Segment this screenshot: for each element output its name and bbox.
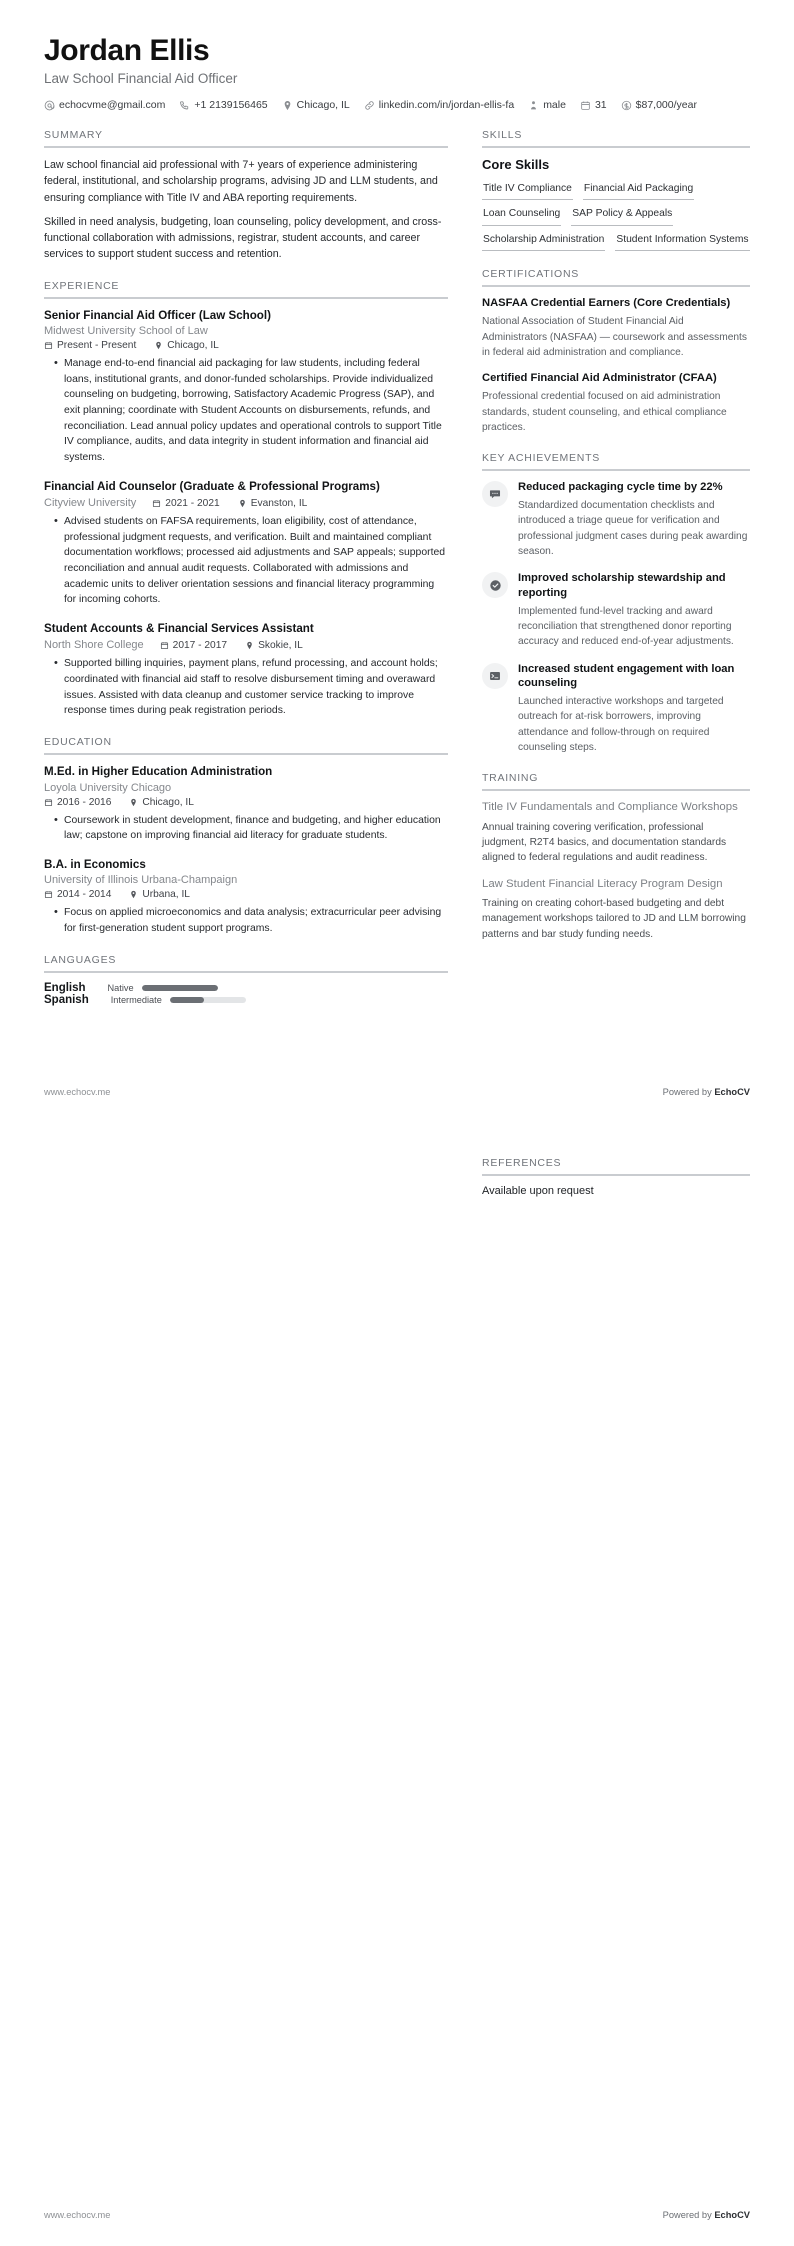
education-school: University of Illinois Urbana-Champaign [44, 874, 238, 887]
achievement-description: Launched interactive workshops and targeted outreach for at-risk borrowers, improving attendance and follow-through on required counseling steps. [518, 696, 724, 753]
certification-name: Certified Financial Aid Administrator (CFAA) [482, 372, 717, 385]
person-icon [528, 100, 539, 111]
experience-location-chip [154, 340, 219, 351]
calendar-icon [580, 100, 591, 111]
section-rule [44, 146, 448, 148]
footer-site-url[interactable]: www.echocv.me [44, 1087, 111, 1097]
language-level: Intermediate [110, 994, 162, 1005]
section-training [482, 772, 750, 942]
bullet-item: • Coursework in student development, finance and budgeting, and higher education law; capstone on improving financial aid literacy for graduate students. [56, 813, 448, 844]
achievement-body [518, 571, 750, 649]
page-footer [44, 2210, 750, 2220]
achievement-description: Implemented fund-level tracking and award reconciliation that strengthened donor reporting accuracy and reduced end-of-year adjustments. [518, 605, 734, 648]
section-title-training: TRAINING [482, 772, 539, 785]
achievement-title: Increased student engagement with loan counseling [518, 662, 735, 690]
section-experience [44, 280, 448, 719]
achievement-badge [482, 481, 508, 507]
contact-bar [44, 99, 750, 111]
experience-location: Evanston, IL [250, 497, 308, 509]
resume-body [44, 129, 750, 1023]
section-title-key-achievements: KEY ACHIEVEMENTS [482, 452, 601, 465]
skill-tag: Student Information Systems [615, 230, 749, 251]
calendar-icon [152, 499, 161, 508]
education-dates: 2014 - 2014 [57, 889, 112, 901]
education-location-chip [129, 889, 190, 900]
experience-entry [44, 308, 448, 466]
bullet-item: • Manage end-to-end financial aid packaging for law students, including federal loans, institutional grants, and donor-funded scholarships. Provide individualized counseling on budgeting, borrowing, Satisfactory Academic Progress (SAP), and exit planning; coordinate with Student Accounts on disbursements, refunds, and reconciliation. Lead annual policy updates and operational controls to support Title IV compliance, audits, and data integrity in student information and financial aid systems. [56, 356, 448, 465]
skill-tag: Financial Aid Packaging [583, 179, 694, 200]
section-title-experience: EXPERIENCE [44, 279, 120, 292]
education-bullets [44, 813, 448, 844]
achievement-description: Standardized documentation checklists and introduced a triage queue for verification and professional judgment cases during peak awarding season. [518, 499, 748, 557]
education-bullets [44, 905, 448, 936]
location-icon [129, 890, 138, 899]
language-proficiency-bar [142, 985, 218, 991]
contact-location [282, 99, 350, 111]
training-title: Law Student Financial Literacy Program Design [482, 877, 723, 890]
certification-item [482, 296, 750, 360]
section-rule [44, 971, 448, 973]
achievement-badge [482, 663, 508, 689]
experience-dates: 2017 - 2017 [172, 639, 228, 651]
experience-subline [44, 340, 448, 351]
contact-salary [621, 99, 697, 111]
skills-group-title: Core Skills [482, 157, 550, 172]
education-subline [44, 889, 448, 900]
contact-age-text: 31 [594, 99, 607, 111]
footer-site-url[interactable]: www.echocv.me [44, 2210, 111, 2220]
summary-paragraph: Skilled in need analysis, budgeting, loan counseling, policy development, and cross-functional collaboration with admissions, registrar, student accounts, and career services to support student success and retention. [44, 215, 442, 261]
experience-location: Chicago, IL [167, 340, 219, 352]
experience-bullets [44, 356, 448, 465]
experience-entry [44, 479, 448, 608]
experience-entry [44, 621, 448, 719]
contact-linkedin[interactable] [364, 99, 514, 111]
language-level: Native [107, 982, 134, 993]
section-certifications [482, 268, 750, 435]
chat-bubble-icon [489, 488, 501, 500]
education-dates-chip [44, 889, 111, 900]
experience-org: Midwest University School of Law [44, 325, 208, 338]
education-org-row [44, 874, 448, 886]
resume-header [44, 34, 750, 111]
footer-brand-name: EchoCV [714, 2210, 750, 2220]
footer-brand-name: EchoCV [714, 1087, 750, 1097]
skill-tag: Loan Counseling [482, 204, 561, 225]
contact-salary-text: $87,000/year [635, 99, 697, 111]
experience-bullets [44, 656, 448, 718]
link-icon [364, 100, 375, 111]
page-footer [44, 1087, 750, 1097]
experience-title: Financial Aid Counselor (Graduate & Professional Programs) [44, 479, 380, 493]
phone-icon [179, 100, 190, 111]
training-item [482, 800, 750, 865]
candidate-name: Jordan Ellis [44, 34, 210, 67]
experience-title: Student Accounts & Financial Services Assistant [44, 621, 314, 635]
contact-phone[interactable] [179, 99, 267, 111]
section-rule [482, 469, 750, 471]
experience-dates-chip [44, 340, 136, 351]
skill-tag-list [482, 179, 750, 251]
education-location: Urbana, IL [142, 889, 190, 901]
location-icon [129, 798, 138, 807]
achievement-item [482, 480, 750, 559]
contact-gender [528, 99, 566, 111]
right-column-page2 [482, 1157, 750, 1214]
experience-dates: Present - Present [57, 340, 137, 352]
education-entry [44, 857, 448, 937]
language-item [44, 994, 246, 1006]
resume-page-2 [0, 1123, 794, 2246]
language-item [44, 982, 218, 994]
certification-name: NASFAA Credential Earners (Core Credentials) [482, 297, 731, 310]
section-title-references: REFERENCES [482, 1157, 562, 1169]
check-circle-icon [489, 579, 502, 592]
experience-location: Skokie, IL [258, 639, 303, 651]
achievement-item [482, 662, 750, 756]
bullet-item: • Advised students on FAFSA requirements, loan eligibility, cost of attendance, professional judgment requests, and verification. Built and maintained compliant documentation workflows; processed aid adjustments and SAP appeals; supported reconciliation and annual audit requests. Collaborated with admissions and academic units to deliver orientation sessions and financial literacy programming for incoming cohorts. [56, 514, 448, 608]
skill-tag: Scholarship Administration [482, 230, 605, 251]
section-title-certifications: CERTIFICATIONS [482, 268, 580, 281]
salary-icon [621, 100, 632, 111]
experience-dates-chip [160, 640, 227, 651]
languages-row [44, 982, 448, 1006]
contact-phone-text: +1 2139156465 [194, 99, 268, 111]
education-dates-chip [44, 797, 111, 808]
section-rule [482, 1174, 750, 1176]
email-icon [44, 100, 55, 111]
section-languages [44, 954, 448, 1006]
calendar-icon [44, 890, 53, 899]
location-icon [245, 641, 254, 650]
calendar-icon [160, 641, 169, 650]
certification-description: National Association of Student Financial Aid Administrators (NASFAA) — coursework and assessments in federal aid administration and compliance. [482, 316, 747, 358]
experience-org-row [44, 325, 448, 337]
language-proficiency-bar [170, 997, 246, 1003]
experience-title: Senior Financial Aid Officer (Law School) [44, 308, 271, 322]
experience-dates-chip [152, 498, 219, 509]
training-item [482, 877, 750, 942]
education-dates: 2016 - 2016 [57, 796, 112, 808]
section-rule [482, 285, 750, 287]
summary-paragraph: Law school financial aid professional with 7+ years of experience administering federal, institutional, and scholarship programs, advising JD and LLM students, and ensuring compliance with Title IV and ABA reporting requirements. [44, 159, 438, 204]
experience-bullets [44, 514, 448, 608]
section-title-skills: SKILLS [482, 129, 523, 141]
education-subline [44, 797, 448, 808]
bullet-item: • Supported billing inquiries, payment plans, refund processing, and account holds; coordinated with financial aid staff to resolve disbursement timing and overaward issues. Assisted with data cleanup and customer service tracking to improve response times during peak registration periods. [56, 656, 448, 718]
education-location-chip [129, 797, 194, 808]
certification-item [482, 371, 750, 435]
achievement-body [518, 480, 750, 559]
education-degree: M.Ed. in Higher Education Administration [44, 764, 273, 778]
candidate-headline: Law School Financial Aid Officer [44, 71, 238, 86]
contact-email-text: echocvme@gmail.com [59, 99, 166, 111]
section-title-languages: LANGUAGES [44, 953, 117, 966]
section-references [482, 1157, 750, 1197]
section-title-summary: SUMMARY [44, 129, 103, 141]
certification-description: Professional credential focused on aid administration standards, student counseling, and ethical compliance practices. [482, 391, 727, 433]
section-title-education: EDUCATION [44, 735, 112, 748]
skill-tag: SAP Policy & Appeals [571, 204, 673, 225]
calendar-icon [44, 798, 53, 807]
footer-brand [663, 1087, 750, 1097]
footer-brand [663, 2210, 750, 2220]
contact-email[interactable] [44, 99, 165, 111]
achievement-title: Improved scholarship stewardship and reporting [518, 572, 726, 599]
language-name: English [44, 981, 86, 994]
achievement-item [482, 571, 750, 649]
footer-powered-by-text: Powered by [662, 2210, 715, 2220]
experience-subline [44, 639, 448, 651]
left-column [44, 129, 448, 1023]
experience-location-chip [245, 640, 303, 651]
contact-location-text: Chicago, IL [296, 99, 350, 111]
experience-org: Cityview University [44, 497, 137, 510]
bullet-item: • Focus on applied microeconomics and data analysis; extracurricular peer advising for first-generation student support programs. [56, 905, 448, 936]
experience-dates: 2021 - 2021 [165, 497, 220, 509]
section-rule [44, 753, 448, 755]
location-icon [282, 100, 293, 111]
education-location: Chicago, IL [142, 796, 194, 808]
section-key-achievements [482, 452, 750, 755]
training-description: Training on creating cohort-based budgeting and debt management workshops tailored to JD and LLM borrowing patterns and bar study funding needs. [482, 897, 746, 940]
location-icon [238, 499, 247, 508]
resume-body-page2 [44, 1157, 750, 1214]
achievement-badge [482, 572, 508, 598]
calendar-icon [44, 341, 53, 350]
skill-tag: Title IV Compliance [482, 179, 573, 200]
location-icon [154, 341, 163, 350]
achievement-title: Reduced packaging cycle time by 22% [518, 481, 723, 494]
education-org-row [44, 782, 448, 794]
contact-gender-text: male [543, 99, 566, 111]
section-rule [482, 146, 750, 148]
education-entry [44, 764, 448, 844]
footer-powered-by-text: Powered by [662, 1087, 715, 1097]
right-column [482, 129, 750, 959]
training-description: Annual training covering verification, professional judgment, R2T4 basics, and documentation standards aligned to federal regulations and audit readiness. [482, 821, 727, 864]
contact-age [580, 99, 607, 111]
references-text: Available upon request [482, 1185, 594, 1197]
training-title: Title IV Fundamentals and Compliance Workshops [482, 801, 738, 814]
section-rule [482, 789, 750, 791]
section-summary [44, 129, 448, 263]
experience-subline [44, 497, 448, 509]
education-degree: B.A. in Economics [44, 857, 146, 871]
section-skills [482, 129, 750, 251]
experience-location-chip [238, 498, 308, 509]
terminal-icon [489, 670, 501, 682]
education-school: Loyola University Chicago [44, 781, 172, 794]
section-rule [44, 297, 448, 299]
achievement-body [518, 662, 750, 756]
contact-linkedin-text: linkedin.com/in/jordan-ellis-fa [378, 99, 515, 111]
section-education [44, 736, 448, 937]
language-name: Spanish [44, 993, 89, 1006]
experience-org: North Shore College [44, 639, 144, 652]
